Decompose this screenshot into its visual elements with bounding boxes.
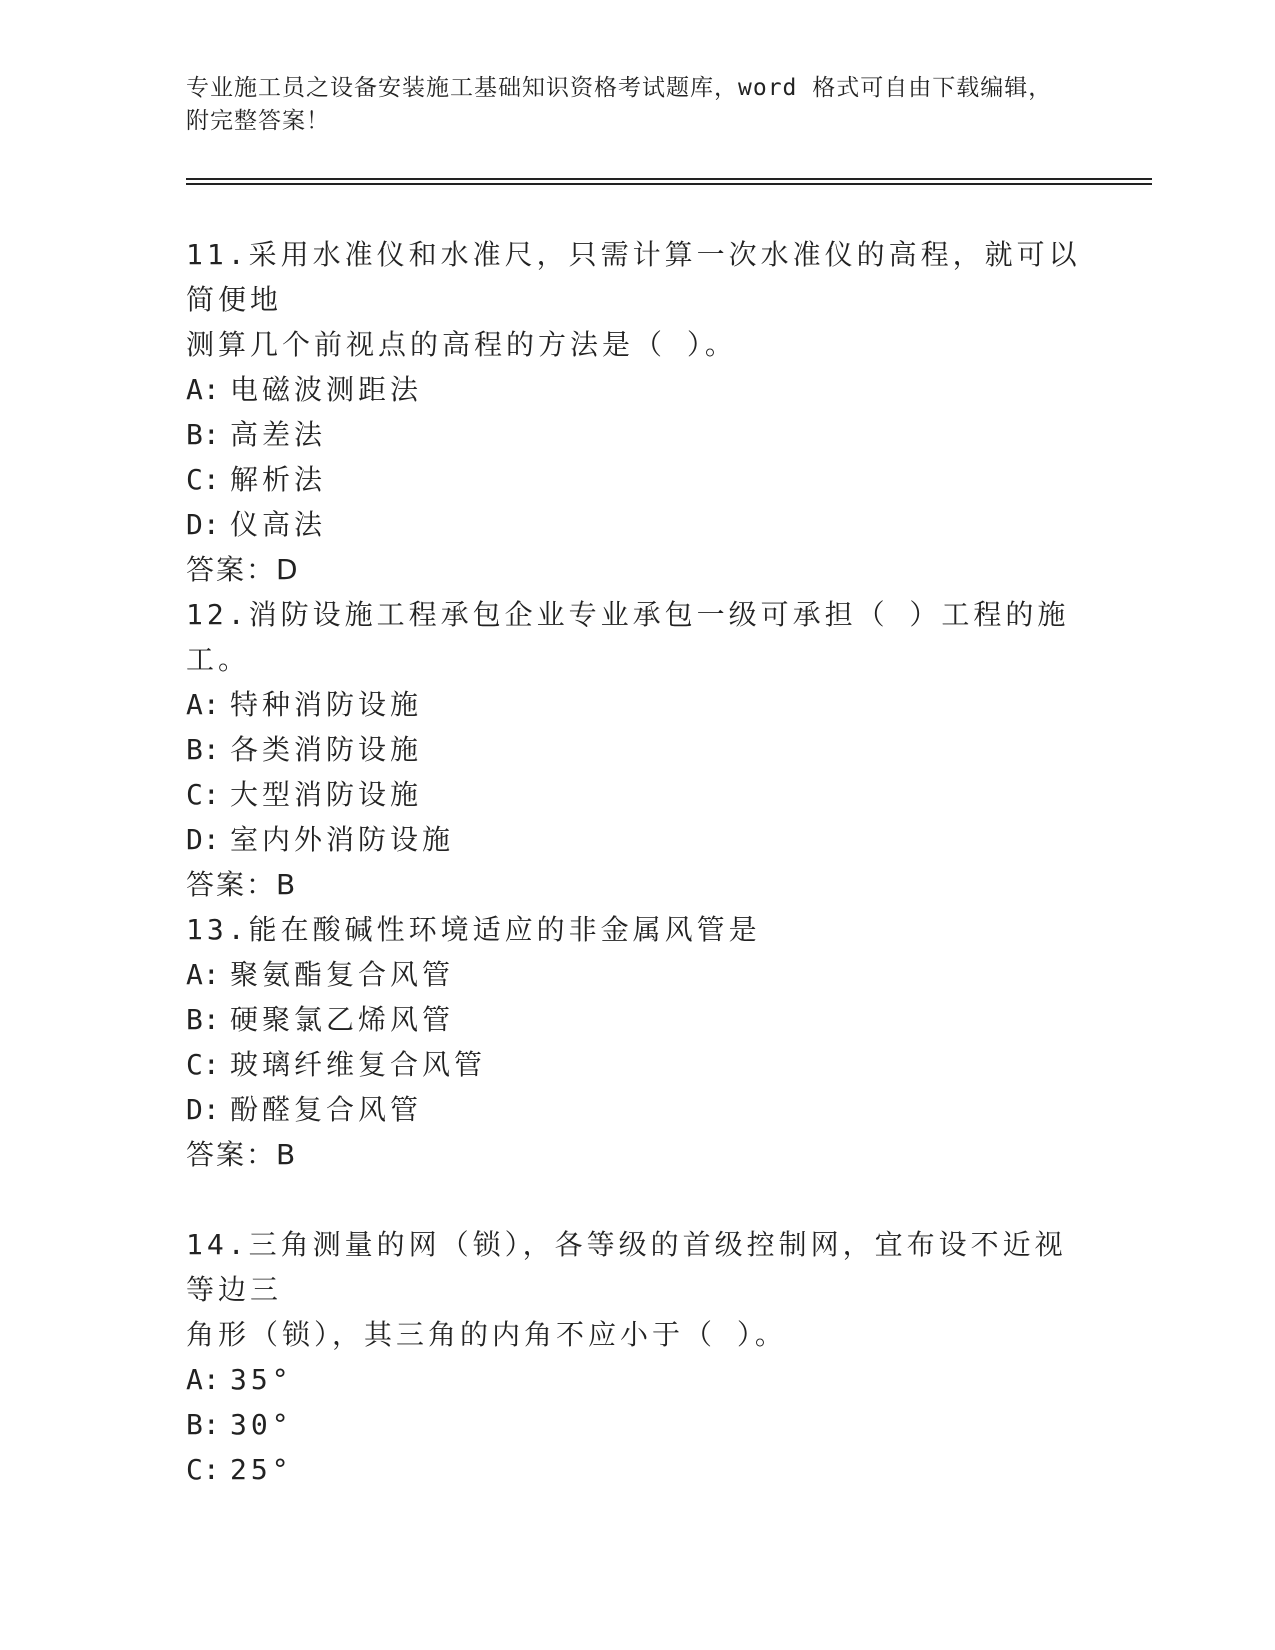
option-text: 仪高法 — [230, 508, 327, 541]
option-text: 玻璃纤维复合风管 — [230, 1048, 487, 1081]
option-key: C: — [186, 463, 220, 496]
question-stem-line-1: 12.消防设施工程承包企业专业承包一级可承担（ ）工程的施工。 — [186, 598, 1070, 676]
option-c — [186, 1042, 1086, 1087]
option-b — [186, 997, 1086, 1042]
option-d — [186, 1087, 1086, 1132]
option-text: 大型消防设施 — [230, 778, 423, 811]
option-text: 高差法 — [230, 418, 327, 451]
option-text: 解析法 — [230, 463, 327, 496]
question-11 — [186, 232, 1086, 592]
option-text: 35° — [230, 1363, 293, 1396]
option-a — [186, 367, 1086, 412]
option-text: 酚醛复合风管 — [230, 1093, 423, 1126]
option-key: B: — [186, 733, 220, 766]
question-13 — [186, 907, 1086, 1177]
option-text: 电磁波测距法 — [230, 373, 423, 406]
option-c — [186, 772, 1086, 817]
option-text: 硬聚氯乙烯风管 — [230, 1003, 455, 1036]
option-b — [186, 412, 1086, 457]
option-a — [186, 1357, 1086, 1402]
option-key: C: — [186, 778, 220, 811]
header-divider-bottom — [186, 183, 1152, 185]
option-key: B: — [186, 1408, 220, 1441]
option-key: C: — [186, 1048, 220, 1081]
option-d — [186, 502, 1086, 547]
option-key: A: — [186, 1363, 220, 1396]
header-line-2: 附完整答案！ — [186, 108, 330, 134]
document-header — [186, 72, 1086, 138]
option-key: C: — [186, 1453, 220, 1486]
question-14 — [186, 1222, 1086, 1492]
option-key: D: — [186, 508, 220, 541]
option-key: B: — [186, 1003, 220, 1036]
answer-line: 答案：D — [186, 553, 300, 586]
answer-line: 答案：B — [186, 868, 298, 901]
option-text: 25° — [230, 1453, 293, 1486]
question-stem-line-1: 13.能在酸碱性环境适应的非金属风管是 — [186, 913, 761, 946]
header-divider-top — [186, 178, 1152, 180]
option-key: A: — [186, 958, 220, 991]
option-a — [186, 682, 1086, 727]
option-key: D: — [186, 1093, 220, 1126]
option-a — [186, 952, 1086, 997]
option-key: B: — [186, 418, 220, 451]
option-key: A: — [186, 373, 220, 406]
question-stem-line-1: 14.三角测量的网（锁），各等级的首级控制网，宜布设不近视等边三 — [186, 1228, 1067, 1306]
option-b — [186, 727, 1086, 772]
option-text: 各类消防设施 — [230, 733, 423, 766]
option-text: 特种消防设施 — [230, 688, 423, 721]
question-12 — [186, 592, 1086, 907]
option-text: 30° — [230, 1408, 293, 1441]
option-key: D: — [186, 823, 220, 856]
option-b — [186, 1402, 1086, 1447]
question-stem-line-2: 测算几个前视点的高程的方法是（ ）。 — [186, 328, 737, 361]
question-stem-line-2: 角形（锁），其三角的内角不应小于（ ）。 — [186, 1318, 787, 1351]
option-c — [186, 457, 1086, 502]
option-text: 室内外消防设施 — [230, 823, 455, 856]
option-key: A: — [186, 688, 220, 721]
option-c — [186, 1447, 1086, 1492]
question-stem-line-1: 11.采用水准仪和水准尺，只需计算一次水准仪的高程，就可以简便地 — [186, 238, 1081, 316]
option-text: 聚氨酯复合风管 — [230, 958, 455, 991]
answer-line: 答案：B — [186, 1138, 298, 1171]
header-line-1: 专业施工员之设备安装施工基础知识资格考试题库，word 格式可自由下载编辑， — [186, 75, 1053, 101]
option-d — [186, 817, 1086, 862]
